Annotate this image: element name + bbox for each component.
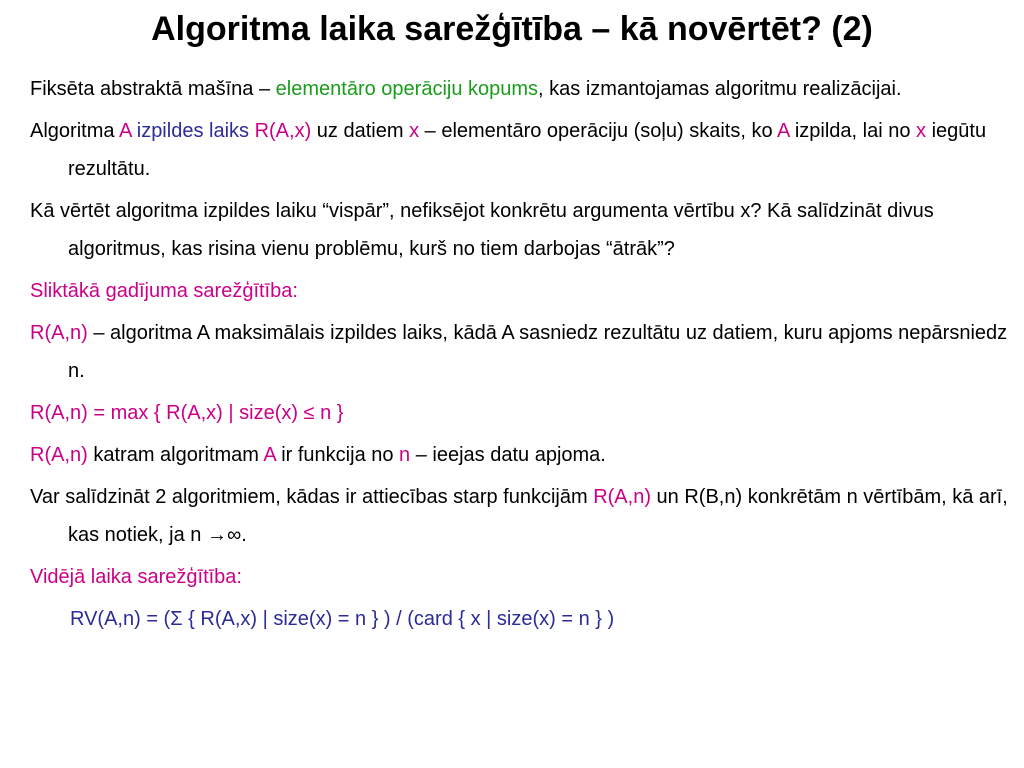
paragraph-compare <box>30 478 1020 554</box>
paragraph-function-of-n <box>30 436 1020 474</box>
text: – ieejas datu apjoma. <box>410 444 606 466</box>
text: uz datiem <box>311 120 410 142</box>
text: Fiksēta abstraktā mašīna – <box>30 78 276 100</box>
paragraph-question: Kā vērtēt algoritma izpildes laiku “vispār”, nefiksējot konkrētu argumenta vērtību x? Kā salīdzināt divus algoritmus, kas risina vienu problēmu, kurš no tiem darbojas “ātrāk”? <box>30 200 934 260</box>
highlight-execution-time: izpildes laiks <box>131 120 255 142</box>
paragraph-execution-time <box>30 112 1020 188</box>
text: un R(B,n) konkrētām n vērtībām, kā arī, kas notiek, ja n →∞. <box>68 486 1008 546</box>
paragraph-worst-case-definition <box>30 314 1020 390</box>
highlight-operations-set: elementāro operāciju kopums <box>275 78 539 100</box>
highlight-RAn: R(A,n) <box>30 444 88 466</box>
slide-title: Algoritma laika sarežģītība – kā novērtēt? (2) <box>151 10 873 48</box>
text: izpilda, lai no <box>789 120 917 142</box>
highlight-A: A <box>118 120 132 142</box>
formula-max: R(A,n) = max { R(A,x) | size(x) ≤ n } <box>30 402 344 424</box>
highlight-RAx: R(A,x) <box>254 120 312 142</box>
highlight-A: A <box>263 444 276 466</box>
highlight-A: A <box>777 120 790 142</box>
heading-worst-case: Sliktākā gadījuma sarežģītība: <box>30 280 298 302</box>
formula-average: RV(A,n) = (Σ { R(A,x) | size(x) = n } ) / (card { x | size(x) = n } ) <box>70 608 615 630</box>
highlight-n: n <box>399 444 411 466</box>
highlight-RAn: R(A,n) <box>30 322 88 344</box>
text: katram algoritmam <box>87 444 264 466</box>
text: ir funkcija no <box>275 444 400 466</box>
paragraph-abstract-machine <box>30 70 1020 108</box>
text: – algoritma A maksimālais izpildes laiks, kādā A sasniedz rezultātu uz datiem, kuru apjoms nepārsniedz n. <box>68 322 1008 382</box>
text: , kas izmantojamas algoritmu realizācijai. <box>538 78 902 100</box>
highlight-RAn: R(A,n) <box>593 486 651 508</box>
highlight-x: x <box>916 120 927 142</box>
text: Algoritma <box>30 120 119 142</box>
text: Var salīdzināt 2 algoritmiem, kādas ir attiecības starp funkcijām <box>30 486 594 508</box>
heading-average-case: Vidējā laika sarežģītība: <box>30 566 242 588</box>
text: iegūtu rezultātu. <box>68 120 987 180</box>
text: – elementāro operāciju (soļu) skaits, ko <box>419 120 778 142</box>
highlight-x: x <box>409 120 420 142</box>
slide-body <box>30 70 1020 642</box>
